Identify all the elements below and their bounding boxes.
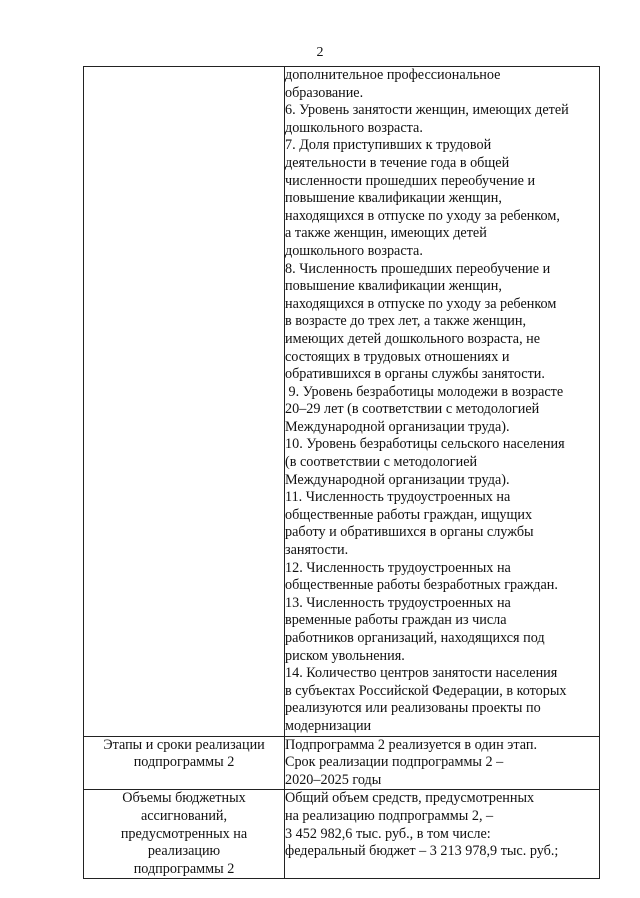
indicator-line: 9. Уровень безработицы молодежи в возрасте (285, 383, 564, 400)
indicator-line: Международной организации труда). (285, 471, 510, 488)
indicator-line: 8. Численность прошедших переобучение и (285, 260, 551, 277)
indicator-line: дошкольного возраста. (285, 119, 423, 136)
value-cell-stages (285, 736, 600, 790)
budget-label-line: предусмотренных на (120, 825, 248, 842)
value-cell-budget (285, 790, 600, 879)
subprogram-passport-table (83, 66, 600, 879)
indicator-line: общественные работы граждан, ищущих (285, 506, 533, 523)
label-cell-stages (84, 736, 285, 790)
indicator-line: состоящих в трудовых отношениях и (285, 348, 510, 365)
budget-label-line: подпрограммы 2 (133, 860, 235, 877)
indicator-line: риском увольнения. (285, 647, 405, 664)
stages-value-line: 2020–2025 годы (285, 771, 382, 788)
label-cell-budget (84, 790, 285, 879)
table-row-budget (84, 790, 600, 879)
table-row-indicators (84, 67, 600, 737)
indicator-line: 6. Уровень занятости женщин, имеющих детей (285, 102, 569, 119)
indicator-line: работу и обратившихся в органы службы (285, 524, 534, 541)
indicator-line: дошкольного возраста. (285, 242, 423, 259)
budget-label-line: ассигнований, (140, 807, 228, 824)
indicator-line: временные работы граждан из числа (285, 612, 507, 629)
budget-label-line: реализацию (147, 843, 221, 860)
budget-value-line: федеральный бюджет – 3 213 978,9 тыс. руб.; (285, 843, 559, 860)
indicator-line: образование. (285, 84, 364, 101)
indicator-line: 12. Численность трудоустроенных на (285, 559, 511, 576)
indicator-line: в возрасте до трех лет, а также женщин, (285, 313, 526, 330)
page-number: 2 (316, 45, 324, 60)
indicator-line: численности прошедших переобучение и (285, 172, 536, 189)
indicator-line: 14. Количество центров занятости населения (285, 665, 558, 682)
indicator-line: работников организаций, находящихся под (285, 630, 545, 646)
budget-value-line: 3 452 982,6 тыс. руб., в том числе: (285, 825, 491, 842)
table-row-stages (84, 736, 600, 790)
stages-label-line: Этапы и сроки реализации (103, 736, 265, 753)
label-cell-indicators (84, 67, 285, 737)
indicator-line: дополнительное профессиональное (285, 67, 501, 83)
indicator-line: а также женщин, имеющих детей (285, 225, 487, 242)
budget-value-line: Общий объем средств, предусмотренных (285, 790, 535, 807)
stages-value-line: Подпрограмма 2 реализуется в один этап. (285, 736, 537, 753)
indicator-line: (в соответствии с методологией (285, 454, 478, 471)
indicator-line: обратившихся в органы службы занятости. (285, 366, 545, 383)
indicator-line: повышение квалификации женщин, (285, 190, 502, 207)
indicator-line: 10. Уровень безработицы сельского населения (285, 436, 565, 453)
budget-value-line: на реализацию подпрограммы 2, – (285, 807, 494, 824)
indicator-line: реализуются или реализованы проекты по (285, 700, 541, 717)
indicator-line: Международной организации труда). (285, 418, 510, 435)
indicator-line: 13. Численность трудоустроенных на (285, 594, 511, 611)
indicator-line: деятельности в течение года в общей (285, 154, 510, 171)
indicator-line: 20–29 лет (в соответствии с методологией (285, 401, 540, 418)
indicator-line: находящихся в отпуске по уходу за ребенком (285, 295, 557, 312)
stages-value-line: Срок реализации подпрограммы 2 – (285, 754, 504, 771)
indicator-line: находящихся в отпуске по уходу за ребенком, (285, 207, 560, 224)
indicator-line: модернизации (285, 717, 372, 734)
indicator-line: в субъектах Российской Федерации, в которых (285, 682, 567, 699)
indicator-line: 11. Численность трудоустроенных на (285, 489, 511, 506)
value-cell-indicators (285, 67, 600, 737)
stages-label-line: подпрограммы 2 (133, 754, 235, 771)
indicator-line: имеющих детей дошкольного возраста, не (285, 330, 541, 347)
budget-label-line: Объемы бюджетных (122, 790, 246, 807)
indicator-line: 7. Доля приступивших к трудовой (285, 137, 492, 154)
indicator-line: занятости. (285, 542, 349, 559)
indicator-line: общественные работы безработных граждан. (285, 577, 558, 594)
indicator-line: повышение квалификации женщин, (285, 278, 502, 295)
